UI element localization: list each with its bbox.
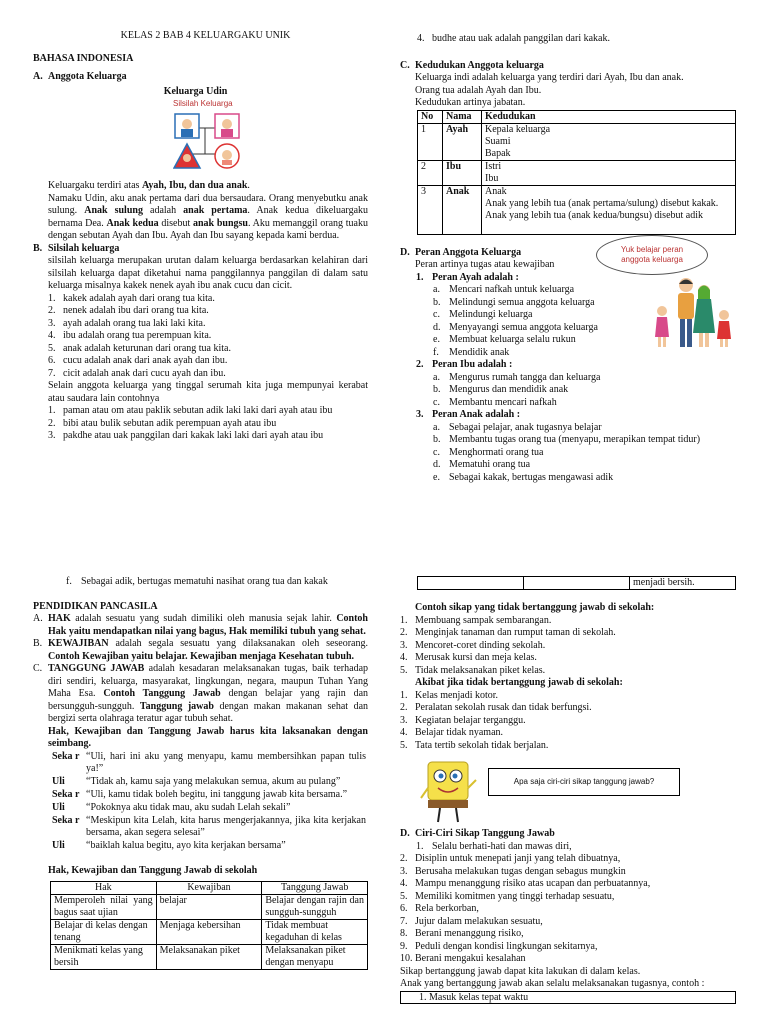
question-box (488, 768, 680, 796)
list-item: c. Membantu mencari nafkah (433, 396, 557, 408)
ciri-ciri-list (400, 841, 736, 966)
list-item: b. Mengurus dan mendidik anak (433, 384, 569, 395)
paragraph-sikap: Sikap bertanggung jawab dapat kita lakukan di dalam kelas. (400, 965, 641, 977)
hak-table (50, 881, 368, 970)
silsilah-list (33, 293, 368, 381)
akibat-list (400, 690, 736, 753)
list-item: 1. kakek adalah ayah dari orang tua kita. (48, 292, 215, 304)
list-item: 1. Kelas menjadi kotor. (400, 689, 499, 701)
question-text: Apa saja ciri-ciri sikap tanggung jawab? (513, 776, 655, 786)
page-title: KELAS 2 BAB 4 KELUARGAKU UNIK (120, 30, 291, 41)
list-item: 4. Belajar tidak nyaman. (400, 727, 504, 738)
list-item: 6. cucu adalah anak dari anak ayah dan ibu. (48, 355, 228, 366)
kedudukan-line-1: Keluarga indi adalah keluarga yang terdiri dari Ayah, Ibu dan anak. (415, 72, 684, 83)
section-bahasa-indonesia: BAHASA INDONESIA (33, 52, 134, 64)
family-title: Keluarga Udin (163, 85, 228, 97)
paragraph-kewajiban: B. KEWAJIBAN adalah segala sesuatu yang dilaksanakan oleh seseorang. Contoh Kewajiban yaitu belajar. Kewajiban menjaga Kesehatan tubuh. (33, 638, 368, 662)
kedudukan-line-2: Orang tua adalah Ayah dan Ibu. (415, 84, 542, 96)
contoh-box: 1. Masuk kelas tepat waktu (400, 991, 736, 1004)
list-item: d. Mematuhi orang tua (433, 459, 531, 470)
heading-silsilah-keluarga: B. Silsilah keluarga (33, 242, 120, 254)
dialog-line: Seka r “Meskipun kita Lelah, kita harus mengerjakannya, jika kita kerjakan bersama, akan segera selesai” (52, 814, 366, 838)
table-row: Memperoleh nilai yang bagus saat ujian belajar Belajar dengan rajin dan sungguh-sungguh (51, 895, 368, 920)
peran-intro: Peran artinya tugas atau kewajiban (415, 259, 555, 270)
list-item: 2. Peralatan sekolah rusak dan tidak berfungsi. (400, 702, 592, 713)
peran-section (400, 244, 736, 485)
table-row: Menikmati kelas yang bersih Melaksanakan piket Melaksanakan piket dengan menyapu (51, 945, 368, 970)
table-row: Belajar di kelas dengan tenang Menjaga kebersihan Tidak membuat kegaduhan di kelas (51, 920, 368, 945)
table-row: 2 Ibu Istri Ibu (418, 160, 736, 185)
heading-anggota-keluarga: A. Anggota Keluarga (33, 71, 127, 82)
table-row: 3 Anak Anak Anak yang lebih tua (anak pertama/sulung) disebut kakak. Anak yang lebih tua (anak kedua/bungsu) disebut adik (418, 185, 736, 234)
kerabat-item-4: 4. budhe atau uak adalah panggilan dari kakak. (417, 33, 610, 44)
bottom-left-column (33, 576, 368, 970)
silsilah-intro: silsilah keluarga merupakan urutan dalam keluarga berdasarkan kelahiran dari silsilah keluarga dapat diketahui nama panggilannya panggilan di dalam satu keluarga misalnya kakek nenek ayah ibu anak cucu dan cicit. (48, 255, 368, 291)
silsilah-label: Silsilah Keluarga (173, 99, 233, 108)
speech-bubble-text: Yuk belajar peran anggota keluarga (620, 244, 684, 264)
paragraph-tanggung-jawab: C. TANGGUNG JAWAB adalah kesadaran melaksanakan tugas, baik terhadap diri sendiri, keluarga, masyarakat, lingkungan, negara, maupun Tuhan Yang Maha Esa. Contoh Tanggung Jawab dengan belajar yang rajin dan bersungguh-sungguh. Tanggung jawab dengan makan makanan sehat dan bergizi serta olahraga teratur agar tubuh sehat. Hak, Kewajiban dan Tanggung Jawab harus kita laksanakan dengan seimbang. (33, 663, 369, 749)
paragraph-anak-bertanggung-jawab: Anak yang bertanggung jawab akan selalu melaksanakan tugasnya, contoh : (400, 978, 705, 989)
list-item: 7. Jujur dalam melakukan sesuatu, (400, 915, 543, 927)
list-item: 5. anak adalah keturunan dari orang tua kita. (48, 342, 231, 354)
bottom-right-column (400, 576, 736, 1004)
peran-anak-title: 3. Peran Anak adalah : (416, 409, 521, 420)
list-item: 2. bibi atau bulik sebutan adik perempuan ayah atau ibu (48, 417, 277, 429)
kedudukan-line-3: Kedudukan artinya jabatan. (415, 97, 526, 108)
dialog (52, 751, 368, 853)
speech-bubble (596, 235, 708, 275)
peran-ibu-title: 2. Peran Ibu adalah : (416, 359, 513, 370)
list-item: e. Sebagai kakak, bertugas mengawasi adik (433, 471, 614, 483)
list-item: a. Mencari nafkah untuk keluarga (433, 284, 575, 295)
list-item: 9. Peduli dengan kondisi lingkungan sekitarnya, (400, 940, 598, 952)
contoh-list (400, 615, 736, 678)
list-item: 4. Merusak kursi dan meja kelas. (400, 652, 537, 663)
list-item: 1. Membuang sampak sembarangan. (400, 614, 552, 626)
list-item: 7. cicit adalah anak dari cucu ayah dan ibu. (48, 367, 226, 379)
heading-kedudukan: C. Kedudukan Anggota keluarga (400, 59, 544, 71)
list-item: d. Menyayangi semua anggota keluarga (433, 321, 598, 333)
list-item: 10. Berani mengakui kesalahan (400, 953, 526, 964)
list-item: 6. Rela berkorban, (400, 903, 479, 914)
dialog-line: Seka r “Uli, kamu tidak boleh begitu, ini tanggung jawab kita bersama.” (52, 788, 348, 800)
peran-ayah-list (400, 284, 736, 359)
list-item: a. Mengurus rumah tangga dan keluarga (433, 371, 601, 383)
list-item: 5. Memiliki komitmen yang tinggi terhadap sesuatu, (400, 890, 615, 902)
list-item: 3. ayah adalah orang tua laki laki kita. (48, 317, 206, 329)
paragraph-namaku-udin: Namaku Udin, aku anak pertama dari dua bersaudara. Orang menyebutku anak sulung. Anak sulung adalah anak pertama. Anak kedua dikeluargaku bernama Dea. Anak kedua disebut anak bungsu. Aku memanggil orang tuaku dengan sebutan Ayah dan Ibu. Ayah dan Ibu sayang kepada kami berdua. (48, 192, 369, 241)
list-item: 8. Berani menanggung risiko, (400, 928, 524, 939)
table-row: menjadi bersih. (418, 577, 736, 590)
hak-table-title: Hak, Kewajiban dan Tanggung Jawab di sekolah (48, 864, 258, 876)
question-figure (400, 758, 736, 828)
dialog-line: Seka r “Uli, hari ini aku yang menyapu, kamu membersihkan papan tulis ya!” (52, 750, 366, 774)
table-header-row: Hak Kewajiban Tanggung Jawab (51, 882, 368, 895)
family-tree-figure (33, 98, 368, 176)
list-item: 3. pakdhe atau uak panggilan dari kakak laki laki dari ayah atau ibu (48, 430, 324, 441)
sponge-character-icon (420, 758, 478, 826)
list-item: b. Melindungi semua anggota keluarga (433, 296, 595, 308)
list-item: 5. Tidak melaksanakan piket kelas. (400, 664, 546, 676)
list-item: c. Melindungi keluarga (433, 309, 533, 320)
kedudukan-table (417, 110, 736, 235)
section-pendidikan-pancasila: PENDIDIKAN PANCASILA (33, 600, 158, 612)
list-item: b. Membantu tugas orang tua (menyapu, merapikan tempat tidur) (433, 434, 701, 445)
peran-anak-item-f: f. Sebagai adik, bertugas mematuhi nasihat orang tua dan kakak (66, 576, 328, 587)
table-header: Kedudukan (482, 110, 736, 123)
list-item: 3. Mencoret-coret dinding sekolah. (400, 639, 546, 651)
list-item: c. Menghormati orang tua (433, 446, 544, 458)
list-item: 4. Mampu menanggung risiko atas ucapan dan perbuatannya, (400, 878, 651, 889)
hak-table-continued (417, 576, 736, 590)
table-header: Nama (443, 110, 482, 123)
top-right-column (400, 33, 736, 484)
list-item: 4. ibu adalah orang tua perempuan kita. (48, 330, 212, 341)
top-left-column (33, 30, 368, 443)
list-item: e. Membuat keluarga selalu rukun (433, 334, 576, 345)
dialog-line: Uli “Tidak ah, kamu saja yang melakukan semua, akum au pulang” (52, 775, 341, 787)
peran-ayah-title: 1. Peran Ayah adalah : (416, 271, 519, 283)
peran-anak-list (400, 422, 736, 485)
dialog-line: Uli “Pokoknya aku tidak mau, aku sudah Lelah sekali” (52, 801, 291, 813)
table-row: 1 Ayah Kepala keluarga Suami Bapak (418, 123, 736, 160)
table-header-row (418, 110, 736, 123)
list-item: a. Sebagai pelajar, anak tugasnya belajar (433, 421, 602, 433)
heading-contoh-tidak-bertanggung-jawab: Contoh sikap yang tidak bertanggung jawab di sekolah: (415, 602, 655, 613)
paragraph-keluarga: Keluargaku terdiri atas Ayah, Ibu, dan dua anak. (48, 180, 250, 191)
list-item: 2. Disiplin untuk menepati janji yang telah dibuatnya, (400, 853, 621, 864)
family-tree-drawing (173, 108, 253, 174)
heading-akibat: Akibat jika tidak bertanggung jawab di sekolah: (415, 677, 623, 688)
heading-peran: D. Peran Anggota Keluarga (400, 246, 522, 258)
kerabat-list (33, 405, 368, 443)
paragraph-hak: A. HAK adalah sesuatu yang sudah dimiliki oleh manusia sejak lahir. Contoh Hak yaitu mendapatkan nilai yang bagus, Hak memiliki tubuh yang sehat. (33, 613, 368, 637)
list-item: 3. Berusaha melakukan tugas dengan sebagus mungkin (400, 865, 626, 877)
dialog-line: Uli “baiklah kalua begitu, ayo kita kerjakan bersama” (52, 839, 286, 851)
table-header: No (418, 110, 443, 123)
peran-ibu-list (400, 372, 736, 410)
list-item: 5. Tata tertib sekolah tidak berjalan. (400, 739, 549, 751)
list-item: f. Mendidik anak (433, 346, 510, 358)
kerabat-intro: Selain anggota keluarga yang tinggal serumah kita juga mempunyai kerabat atau saudara lain contohnya (48, 380, 368, 404)
list-item: 2. nenek adalah ibu dari orang tua kita. (48, 305, 209, 316)
list-item: 1. Selalu berhati-hati dan mawas diri, (416, 840, 572, 852)
list-item: 3. Kegiatan belajar terganggu. (400, 714, 526, 726)
list-item: 1. paman atau om atau paklik sebutan adik laki laki dari ayah atau ibu (48, 405, 333, 416)
list-item: 2. Menginjak tanaman dan rumput taman di sekolah. (400, 627, 616, 638)
heading-ciri-ciri: D. Ciri-Ciri Sikap Tanggung Jawab (400, 828, 555, 839)
